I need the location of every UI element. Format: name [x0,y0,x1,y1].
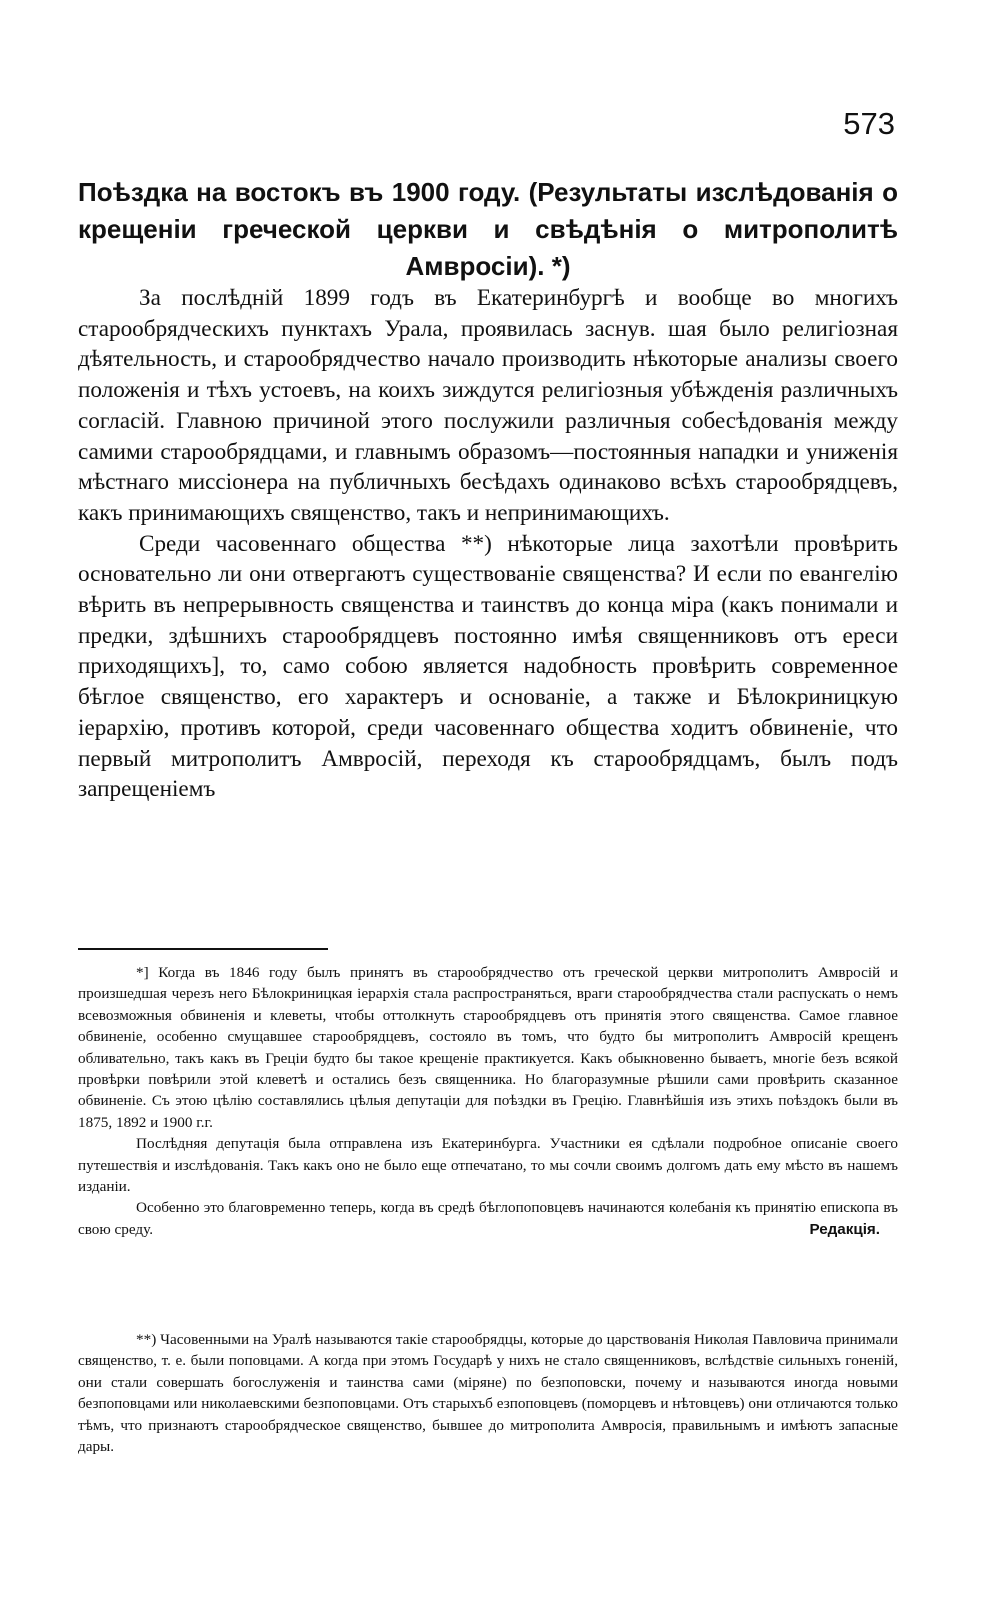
footnote-1-paragraph-3 [78,1197,898,1240]
page-number: 573 [843,106,895,141]
article-title: Поѣздка на востокъ въ 1900 году. (Результаты изслѣдованія о крещеніи греческой церкви и свѣдѣнія о митрополитѣ Амвросіи). *) [78,177,898,281]
footnote-divider [78,948,328,950]
footnote-1-last-text: Особенно это благовременно теперь, когда въ средѣ бѣглопоповцевъ начинаются колебанія къ принятію епископа въ свою среду. [78,1199,898,1238]
footnote-2-paragraph: **) Часовенными на Уралѣ называются такіе старообрядцы, которые до царствованія Николая Павловича принимали священство, т. е. были поповцами. А когда при этомъ Государѣ у нихъ не стало священниковъ, вслѣдствіе сильныхъ гоненій, они стали совершать богослуженія и таинства сами (міряне) по безпоповски, почему и называются иногда новыми безпоповцами или николаевскими безпоповцами. Отъ старыхъб езпоповцевъ (поморцевъ и нѣтовцевъ) они отличаются только тѣмъ, что признаютъ старообрядческое священство, бывшее до митрополита Амвросія, правильнымъ и имѣютъ запасные дары. [78,1331,898,1456]
footnote-chapel-society [78,1329,898,1457]
footnote-editorial [78,962,898,1240]
footnote-1-paragraph-2: Послѣдняя депутація была отправлена изъ Екатеринбурга. Участники ея сдѣлали подробное описаніе своего путешествія и изслѣдованія. Такъ какъ оно не было еще отпечатано, то мы сочли своимъ долгомъ дать ему мѣсто въ нашемъ изданіи. [78,1135,898,1196]
main-text [78,283,898,805]
footnote-1-paragraph-1: *] Когда въ 1846 году былъ принятъ въ старообрядчество отъ греческой церкви митрополитъ Амвросій и произшедшая черезъ него Бѣлокриницкая іерархія стала распространяться, враги старообрядчества стали распускать о немъ всевозможныя обвиненія и клеветы, чтобы оттолкнуть старообрядцевъ отъ принятія этого священства. Самое главное обвиненіе, особенно смущавшее старообрядцевъ, состояло въ томъ, что будто бы митрополитъ Амвросій крещенъ обливательно, такъ какъ въ Греціи будто бы такое крещеніе практикуется. Какъ обыкновенно бываетъ, многіе безъ всякой провѣрки повѣрили этой клеветѣ и остались безъ священника. Но благоразумные рѣшили сами провѣрить сказанное обвиненіе. Съ этою цѣлію составлялись цѣлыя депутаціи для поѣздки въ Грецію. Главнѣйшія изъ этихъ поѣздокъ были въ 1875, 1892 и 1900 г.г. [78,964,898,1131]
editorial-signature: Редакція. [809,1220,880,1238]
paragraph-2: Среди часовеннаго общества **) нѣкоторые лица захотѣли провѣрить основательно ли они отвергаютъ существованіе священства? И если по евангелію вѣрить въ непрерывность священства и таинствъ до конца міра (какъ понимали и предки, здѣшнихъ старообрядцевъ постоянно имѣя священниковъ отъ ереси приходящихъ], то, само собою является надобность провѣрить современное бѣглое священство, его характеръ и основаніе, а также и Бѣлокриницкую іерархію, противъ которой, среди часовеннаго общества ходитъ обвиненіе, что первый митрополитъ Амвросій, переходя къ старообрядцамъ, былъ подъ запрещеніемъ [78,530,898,803]
paragraph-1: За послѣдній 1899 годъ въ Екатеринбургѣ и вообще во многихъ старообрядческихъ пунктахъ Урала, проявилась заснув. шая было религіозная дѣятельность, и старообрядчество начало производить нѣкоторые анализы своего положенія и тѣхъ устоевъ, на коихъ зиждутся религіозныя убѣжденія различныхъ согласій. Главною причиной этого послужили различныя собесѣдованія между самими старообрядцами, и главнымъ образомъ—постоянныя нападки и униженія мѣстнаго миссіонера на публичныхъ бесѣдахъ одинаково всѣхъ старообрядцевъ, какъ принимающихъ священство, такъ и непринимающихъ. [78,285,898,526]
